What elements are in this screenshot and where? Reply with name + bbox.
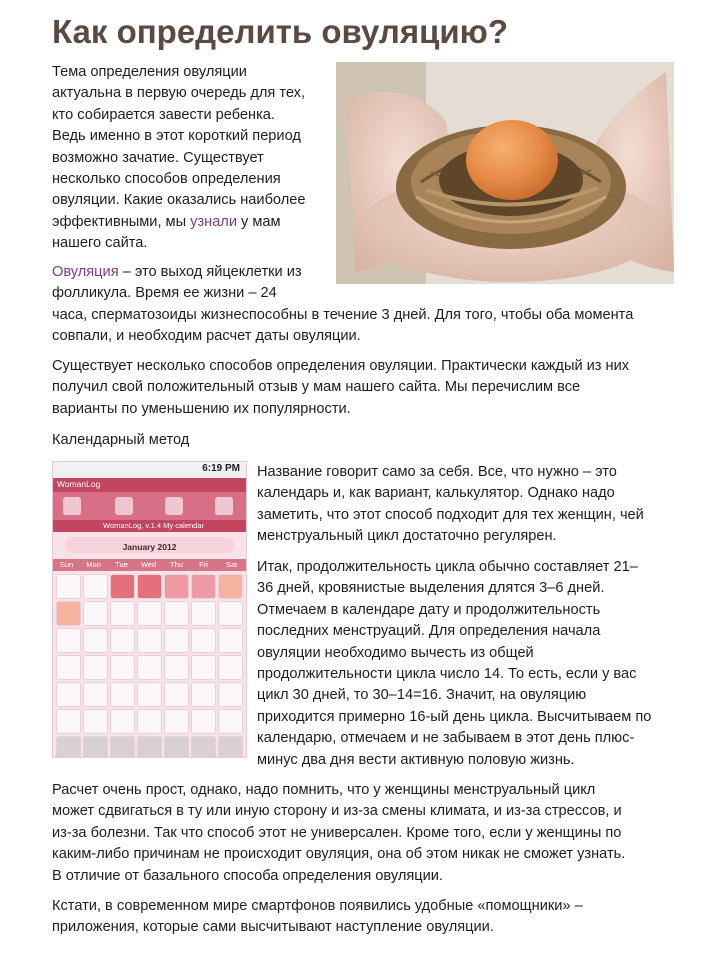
definition-line (52, 262, 682, 283)
calendar-day (56, 601, 81, 626)
calendar-day (110, 709, 135, 734)
calendar-method-heading: Календарный метод (52, 432, 190, 448)
weekday-row (53, 559, 246, 571)
calendar-day (164, 736, 189, 758)
app-subtitle-bar (53, 520, 246, 532)
calendar-line: менструальный цикл достаточно регулярен. (257, 528, 557, 545)
calendar-day (137, 682, 162, 707)
calendar-line: заметить, что этот способ подходит для тех женщин, чей (257, 506, 644, 523)
calendar-line: календарь и, как вариант, калькулятор. Однако надо (257, 485, 615, 502)
calendar-day (164, 655, 189, 680)
calc-line: каким-либо причинам не происходит овуляция, она об этом никак не сможет узнать. (52, 846, 626, 863)
calendar-line: последних менструаций. Для определения начала (257, 623, 601, 640)
hands-egg-nest-image (336, 62, 674, 284)
calendar-line: Название говорит само за себя. Все, что нужно – это (257, 464, 617, 480)
chart-icon (115, 497, 133, 515)
calendar-day (56, 682, 81, 707)
uznali-link[interactable]: узнали (190, 213, 237, 230)
calendar-line: Отмечаем в календаре дату и продолжительность (257, 601, 601, 618)
calendar-day (191, 709, 216, 734)
calendar-day (137, 736, 162, 758)
weekday-label: Thu (170, 560, 183, 569)
intro-line: нашего сайта. (52, 235, 148, 252)
intro-line: несколько способов определения (52, 171, 281, 188)
methods-line: варианты по уменьшению их популярности. (52, 400, 351, 417)
weekday-label: Sat (225, 560, 238, 569)
calendar-day (164, 682, 189, 707)
calendar-day (164, 601, 189, 626)
calendar-day (83, 682, 108, 707)
calendar-day (83, 628, 108, 653)
month-label: January 2012 (122, 542, 177, 552)
calendar-day (164, 709, 189, 734)
weekday-label: Sun (59, 560, 74, 569)
intro-line: кто собирается завести ребенка. (52, 106, 275, 123)
app-subtitle: WomanLog, v.1.4 My calendar (103, 521, 205, 530)
calc-line: В отличие от базального способа определения овуляции. (52, 867, 443, 884)
calendar-day (191, 601, 216, 626)
calendar-day (56, 655, 81, 680)
calendar-day (218, 709, 243, 734)
calendar-icon (63, 497, 81, 515)
calendar-day (164, 628, 189, 653)
month-header (65, 537, 234, 553)
calendar-day (218, 628, 243, 653)
calendar-line: 36 дней, кровянистые выделения длятся 3–6 дней. (257, 580, 605, 597)
calendar-day (110, 682, 135, 707)
calendar-day (110, 574, 135, 599)
calendar-day (137, 709, 162, 734)
intro-paragraph (52, 62, 332, 255)
intro-line (52, 212, 332, 233)
calendar-day (218, 736, 243, 758)
page-title: Как определить овуляцию? (52, 13, 509, 50)
calendar-line: продолжительности цикла число 14. То есть, если у вас (257, 666, 637, 683)
definition-line: фолликула. Время ее жизни – 24 (52, 285, 277, 302)
calendar-day (137, 628, 162, 653)
weekday-label: Tue (115, 560, 128, 569)
calendar-day (56, 574, 81, 599)
definition-line: совпали, и необходим расчет даты овуляции. (52, 328, 361, 345)
calendar-day (110, 628, 135, 653)
heart-icon (165, 497, 183, 515)
calendar-day (83, 736, 108, 758)
intro-text: эффективными, мы (52, 213, 191, 230)
app-name: WomanLog (57, 479, 101, 489)
calendar-day (110, 601, 135, 626)
egg-nest-photo (336, 62, 674, 284)
calendar-paragraph-2 (257, 557, 687, 771)
app-toolbar (53, 492, 246, 520)
calendar-day (191, 628, 216, 653)
methods-paragraph (52, 356, 682, 420)
definition-line: часа, сперматозоиды жизнеспособны в течение 3 дней. Для того, чтобы оба момента (52, 306, 634, 323)
intro-line: актуальна в первую очередь для тех, (52, 85, 306, 102)
calendar-day (218, 655, 243, 680)
calendar-line: календарю, отмечаем и не забываем в этот день плюс- (257, 730, 635, 747)
weekday-label: Wed (140, 560, 157, 569)
calendar-day (137, 601, 162, 626)
calendar-day (218, 601, 243, 626)
calendar-line: цикл 30 дней, то 30–14=16. Значит, на овуляцию (257, 687, 587, 704)
calc-paragraph (52, 780, 692, 887)
calc-line: из-за болезни. Так что способ этот не универсален. Кроме того, если у женщины по (52, 824, 622, 841)
calendar-line: Итак, продолжительность цикла обычно составляет 21– (257, 559, 638, 575)
intro-text: у мам (236, 213, 281, 230)
calendar-day (137, 574, 162, 599)
intro-line: овуляции. Какие оказались наиболее (52, 192, 306, 209)
calendar-line: приходится примерно 16-ый день цикла. Высчитываем по (257, 708, 652, 725)
calendar-day (137, 655, 162, 680)
phone-status-bar (53, 462, 246, 478)
calendar-app-screenshot (52, 461, 247, 758)
definition-text: – это выход яйцеклетки из (118, 264, 302, 280)
calendar-day (56, 709, 81, 734)
apps-line: приложения, которые сами высчитывают наступление овуляции. (52, 919, 494, 936)
settings-icon (215, 497, 233, 515)
calendar-day (164, 574, 189, 599)
calendar-day (83, 655, 108, 680)
intro-line: возможно зачатие. Существует (52, 149, 264, 166)
weekday-label: Fri (199, 560, 208, 569)
status-time: 6:19 PM (202, 463, 240, 474)
weekday-label: Mon (86, 560, 101, 569)
intro-line: Тема определения овуляции (52, 64, 247, 80)
calendar-paragraph-1 (257, 462, 687, 548)
calendar-day (110, 655, 135, 680)
calendar-day (110, 736, 135, 758)
apps-paragraph (52, 896, 692, 939)
calendar-day (56, 628, 81, 653)
apps-line: Кстати, в современном мире смартфонов появились удобные «помощники» – (52, 898, 583, 914)
calendar-day (83, 601, 108, 626)
ovulation-link[interactable]: Овуляция (52, 264, 119, 280)
calendar-day (191, 736, 216, 758)
calendar-day (218, 682, 243, 707)
definition-paragraph (52, 262, 682, 348)
calendar-day (83, 709, 108, 734)
calc-line: Расчет очень прост, однако, надо помнить, что у женщины менструальный цикл (52, 782, 596, 798)
calendar-day (191, 574, 216, 599)
methods-line: получил свой положительный отзыв у мам нашего сайта. Мы перечислим все (52, 379, 581, 396)
calc-line: может сдвигаться в ту или иную сторону и из-за смены климата, и из-за стрессов, и (52, 803, 622, 820)
calendar-day (191, 682, 216, 707)
methods-line: Существует несколько способов определения овуляции. Практически каждый из них (52, 358, 630, 374)
calendar-line: овуляции необходимо вычесть из общей (257, 644, 534, 661)
calendar-day (83, 574, 108, 599)
calendar-day (218, 574, 243, 599)
calendar-day (191, 655, 216, 680)
calendar-day (56, 736, 81, 758)
intro-line: Ведь именно в этот короткий период (52, 128, 301, 145)
calendar-line: минус два дня вести активную половую жизнь. (257, 751, 575, 768)
app-title-bar (53, 478, 246, 492)
